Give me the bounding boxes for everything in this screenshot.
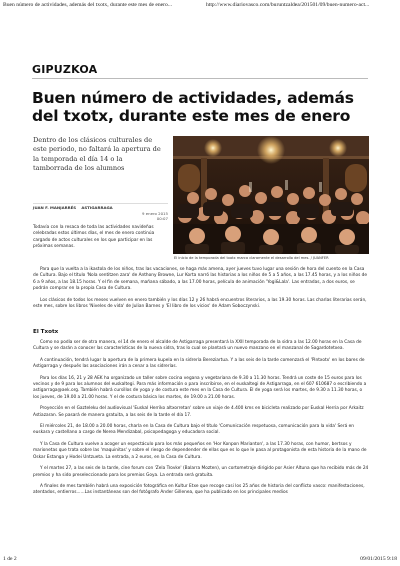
body-paragraph: Para que la vuelta a la ikastola de los niños, tras las vacaciones, se haga más amena, ayer jueves tuvo lugar una sesión de hora del cuento en la Casa de Cultura. Bajo el título 'Nola sentitzen zara' de Anthony Browne, Lur Korta narró las historias a los niños de 5 a 5 años, a las 17.45 horas, y a los niños de 6 a 9 años, a las 18.15 horas. Y el fin de semana, mañana sábado, a las 17.00 horas, película de animación 'Yogi&Lala'. Las entradas, a dos euros, se podrán comprar en la propia Casa de Cultura.: [33, 267, 368, 292]
byline-place: ASTIGARRAGA: [81, 205, 113, 210]
publish-date: 9 enero 2015: [142, 211, 168, 216]
body-paragraph: Los clásicos de todos los meses vuelven en enero también y los días 12 y 26 habrá encuentros literarios, a las 19.30 horas. Las charlas literarias serán, este mes, sobre los libros 'Niveles de vida' de Julian Barnes y 'El libro de los vicios' de Adam Soboczynski.: [33, 297, 367, 310]
subhead-txotx: El Txotx: [33, 329, 59, 335]
body-paragraph: A continuación, tendrá lugar la apertura de la primera kupela en la sidrería Bereziartua. Y a las seis de la tarde comenzará el 'Pintxotx' en los bares de Astigarraga y después las asociaciones irán a cenar a las sidrerías.: [33, 357, 365, 370]
body-paragraph: Como no podía ser de otra manera, el 14 de enero el alcalde de Astigarraga presentará la XXII temporada de la sidra a las 12.00 horas en la Casa de Cultura y se darán a conocer las características de la nueva sidra, tras lo cual se plantará un nuevo manzano en el manzanal de Sagardotetxea.: [33, 340, 362, 352]
body-paragraph: A finales de mes también habrá una exposición fotográfica en Kultur Etxe que recoge casi los 25 años de historia del conflicto vasco: manifestaciones, atentados, entierros......Las instantáneas son del fotógrafo Ander Gillenea, que ha publicado en los principales medios: [33, 483, 365, 496]
publish-time: 00:07: [156, 216, 168, 221]
byline: [33, 203, 168, 211]
print-datetime: 09/01/2015 9:18: [360, 556, 397, 562]
body-paragraph: Proyección en el Gazteleku del audiovisual 'Euskal Herriko altxorretan' sobre un viaje de 4.400 kms en bicicleta realizado por Euskal Herria por Arkaitz Astiazaran. Se pasará de manera gratuita, a las seis de la tarde el día 17.: [33, 406, 364, 418]
print-footer: [3, 556, 397, 564]
body-block-a: [33, 267, 369, 310]
article-lead: Dentro de los clásicos culturales de este periodo, no faltará la apertura de la temporada el día 14 o la tamborrada de los alumnos: [33, 136, 161, 172]
print-header-url[interactable]: http://www.diariovasco.com/buruntzaldea/201501/09/buen-numero-act...: [206, 2, 370, 8]
page-counter: 1 de 2: [3, 556, 17, 562]
author-name[interactable]: JUAN F. MANJARRÉS: [33, 205, 77, 210]
body-paragraph: Y el martes 27, a las seis de la tarde, cine forum con 'Zela Trovke' (Balarra Mozten), un cortometraje dirigido por Asier Altuna que ha recibido más de 24 premios y ha sido preseleccionado para los premios Goya. La entrada será gratuita.: [33, 466, 369, 478]
crowd-photo-image: [173, 136, 369, 254]
print-header-title: Buen número de actividades, además del txotx, durante este mes de enero...: [3, 2, 172, 8]
print-header: [3, 2, 397, 10]
article-photo[interactable]: [173, 136, 369, 254]
photo-caption: El inicio de la temporada del txotx marca claramente el desarrollo del mes. / JUANFER: [174, 256, 329, 260]
body-paragraph: Y la Casa de Cultura vuelve a acoger un espectáculo para los más pequeños en 'Hor Konpon Marianton', a las 17.30 horas, con humor, bertsos y marionetas que trata sobre las 'maquinitas' y sobre el riesgo de dependender de ellas que es lo que le pasa al protagonista de esta historia de la mano de Oskar Estanga y Hodei Untzueta. La entrada, a 2 euros, en la Casa de Cultura.: [33, 441, 367, 460]
dateline: [33, 211, 168, 221]
body-paragraph: El miércoles 21, de 18.00 a 20.00 horas, charla en la Casa de Cultura bajo el título 'Comunicación respetuosa, comunicación para la vida' Será en euskara y castellano a cargo de Nerea Mendizabal, psicopedagoga y educadora social.: [33, 424, 354, 436]
section-divider: [32, 78, 368, 79]
intro-paragraph: Todavía con la resaca de toda las actividades navideñas celebradas estos últimos días, el mes de enero continúa cargado de actos culturales en los que participar en las próximas semanas.: [33, 225, 155, 250]
body-paragraph: Para los días 16, 21 y 28 AEK ha organizado un taller sobre cocina vegana y vegetariana de 9.30 a 11.30 horas. Tendrá un coste de 15 euros para los vecinos y de 9 para los alumnos del euskaltegi. Para más información o para inscribirse, en el euskaltegi de Astigarraga, en el 607 610687 o escribiendo a astigarraga@aek.org. También habrá cursillos de yoga y de costura este mes en la Casa de Cultura. El de yoga será los martes, de 9.30 a 11.30 horas, o los jueves, de 19.00 a 21.00 horas. Y el de costura básica los martes, de 19.00 a 21.00 horas.: [33, 375, 367, 400]
section-title[interactable]: GIPUZKOA: [32, 63, 98, 76]
article-headline: Buen número de actividades, además del txotx, durante este mes de enero: [32, 89, 354, 125]
body-block-b: [33, 340, 369, 497]
